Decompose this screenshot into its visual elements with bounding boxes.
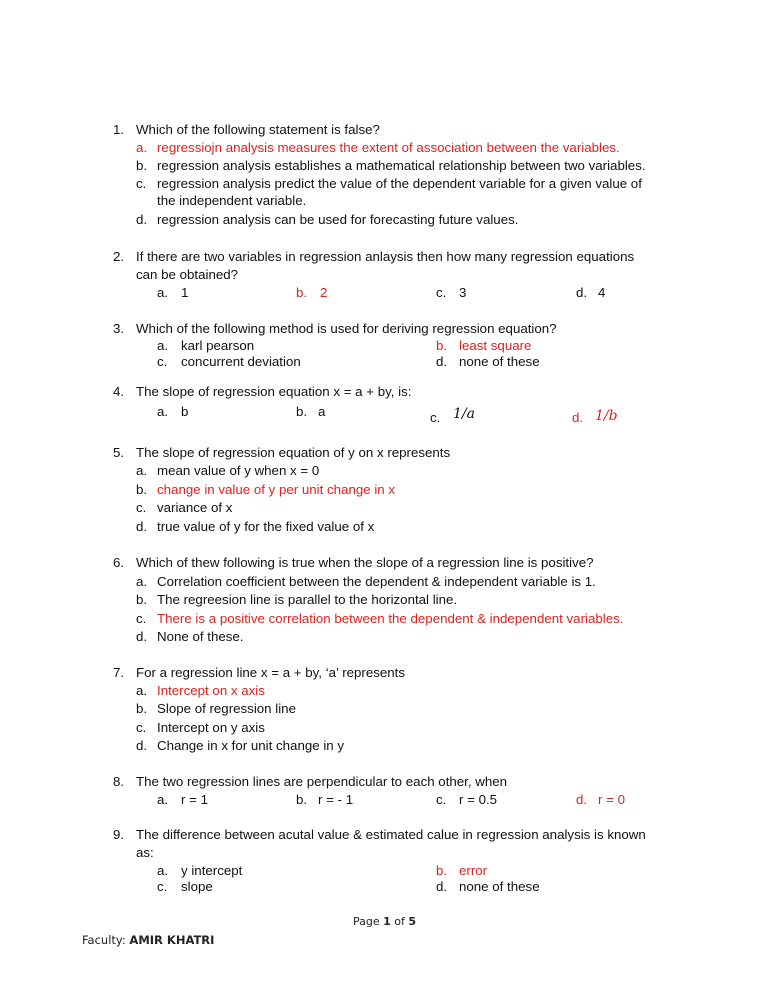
option-text: None of these. xyxy=(157,629,244,644)
option-label: b. xyxy=(296,792,308,807)
option-text: karl pearson xyxy=(181,338,255,353)
option-label: a. xyxy=(157,863,169,878)
option-text: concurrent deviation xyxy=(181,354,301,369)
option-text-correct: 2 xyxy=(320,285,328,300)
question-number: 5. xyxy=(113,445,125,460)
question-text: The difference between acutal value & estimated calue in regression analysis is known xyxy=(136,827,646,842)
option-text: Slope of regression line xyxy=(157,701,296,716)
option-label: c. xyxy=(430,410,441,425)
option-label: c. xyxy=(157,354,168,369)
question-text-cont: as: xyxy=(136,845,154,860)
option-text-correct: error xyxy=(459,863,488,878)
option-text: 1 xyxy=(181,285,189,300)
option-text: Change in x for unit change in y xyxy=(157,738,345,753)
option-label: b. xyxy=(136,592,148,607)
option-text: none of these xyxy=(459,354,540,369)
option-text-correct: change in value of y per unit change in x xyxy=(157,482,396,497)
option-text: a xyxy=(318,404,326,419)
option-text: b xyxy=(181,404,189,419)
option-label: c. xyxy=(157,879,168,894)
faculty-label: Faculty: xyxy=(82,933,130,947)
option-text: r = 0.5 xyxy=(459,792,498,807)
option-text: r = 1 xyxy=(181,792,208,807)
page-of: of xyxy=(390,915,409,928)
option-text: regression analysis establishes a mathematical relationship between two variables. xyxy=(157,158,646,173)
option-text-correct: There is a positive correlation between the dependent & independent variables. xyxy=(157,611,624,626)
option-label: d. xyxy=(576,792,588,807)
question-number: 6. xyxy=(113,555,125,570)
option-text-correct: Intercept on x axis xyxy=(157,683,265,698)
option-text-correct: r = 0 xyxy=(598,792,625,807)
option-label: a. xyxy=(157,285,169,300)
option-label: a. xyxy=(136,463,148,478)
option-label: d. xyxy=(436,879,448,894)
question-text: Which of the following method is used for deriving regression equation? xyxy=(136,321,557,336)
option-text: Correlation coefficient between the dependent & independent variable is 1. xyxy=(157,574,596,589)
option-label: d. xyxy=(136,212,148,227)
page-prefix: Page xyxy=(353,915,384,928)
question-text: For a regression line x = a + by, ‘a’ represents xyxy=(136,665,406,680)
option-text: regression analysis can be used for forecasting future values. xyxy=(157,212,519,227)
option-label: d. xyxy=(136,738,148,753)
option-text: Intercept on y axis xyxy=(157,720,265,735)
option-label: d. xyxy=(136,629,148,644)
option-fraction: 1/a xyxy=(453,406,475,422)
option-label: d. xyxy=(576,285,588,300)
option-text: 3 xyxy=(459,285,467,300)
faculty-name: AMIR KHATRI xyxy=(129,933,215,947)
faculty-credit xyxy=(82,932,214,948)
option-text-correct: regressiojn analysis measures the extent of association between the variables. xyxy=(157,140,620,155)
question-text-cont: can be obtained? xyxy=(136,267,239,282)
question-number: 4. xyxy=(113,384,125,399)
question-number: 2. xyxy=(113,249,125,264)
question-number: 3. xyxy=(113,321,125,336)
option-text: mean value of y when x = 0 xyxy=(157,463,320,478)
option-label: d. xyxy=(436,354,448,369)
option-label: b. xyxy=(136,482,148,497)
option-text: 4 xyxy=(598,285,606,300)
question-text: Which of thew following is true when the slope of a regression line is positive? xyxy=(136,555,594,570)
option-label: c. xyxy=(136,611,147,626)
option-text: y intercept xyxy=(181,863,243,878)
option-label: a. xyxy=(157,792,169,807)
option-label: b. xyxy=(436,863,448,878)
question-number: 9. xyxy=(113,827,125,842)
question-text: The two regression lines are perpendicular to each other, when xyxy=(136,774,508,789)
option-label: b. xyxy=(296,285,308,300)
option-label: b. xyxy=(136,158,148,173)
option-label: a. xyxy=(157,338,169,353)
question-number: 8. xyxy=(113,774,125,789)
question-number: 1. xyxy=(113,122,125,137)
option-label: c. xyxy=(436,792,447,807)
option-text: true value of y for the fixed value of x xyxy=(157,519,375,534)
option-label: b. xyxy=(296,404,308,419)
page-number xyxy=(353,914,416,930)
option-text: none of these xyxy=(459,879,540,894)
option-label: c. xyxy=(436,285,447,300)
option-text-correct: least square xyxy=(459,338,532,353)
option-label: a. xyxy=(136,683,148,698)
question-number: 7. xyxy=(113,665,125,680)
option-text: variance of x xyxy=(157,500,233,515)
option-label: a. xyxy=(136,574,148,589)
option-text: slope xyxy=(181,879,213,894)
option-label: c. xyxy=(136,720,147,735)
option-label: a. xyxy=(157,404,169,419)
option-label: d. xyxy=(136,519,148,534)
option-text: regression analysis predict the value of the dependent variable for a given value of xyxy=(157,176,642,191)
question-text: Which of the following statement is false? xyxy=(136,122,380,137)
page-total: 5 xyxy=(408,915,417,928)
option-text-cont: the independent variable. xyxy=(157,193,307,208)
option-text: The regreesion line is parallel to the horizontal line. xyxy=(157,592,458,607)
question-text: The slope of regression equation of y on x represents xyxy=(136,445,451,460)
question-text: The slope of regression equation x = a + by, is: xyxy=(136,384,412,399)
option-label: b. xyxy=(436,338,448,353)
page-current: 1 xyxy=(383,915,391,928)
option-label: c. xyxy=(136,176,147,191)
option-label: d. xyxy=(572,410,584,425)
option-label: c. xyxy=(136,500,147,515)
option-label: a. xyxy=(136,140,148,155)
option-text: r = - 1 xyxy=(318,792,354,807)
question-text: If there are two variables in regression anlaysis then how many regression equations xyxy=(136,249,635,264)
option-label: b. xyxy=(136,701,148,716)
option-fraction-correct: 1/b xyxy=(595,408,618,424)
